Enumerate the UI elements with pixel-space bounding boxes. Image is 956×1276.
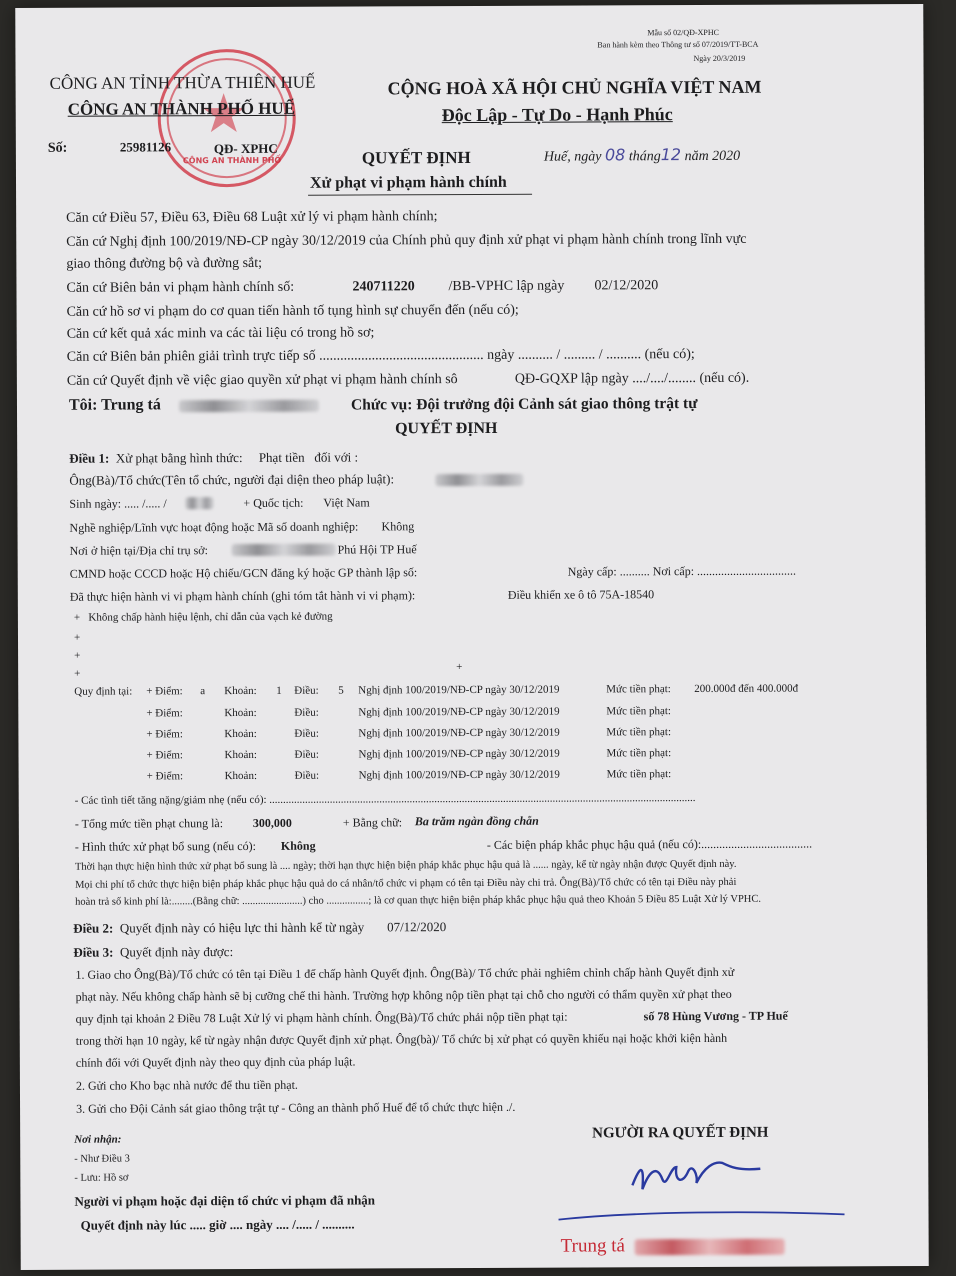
redacted-birth-year	[185, 497, 213, 509]
id-number-label: CMND hoặc CCCD hoặc Hộ chiếu/GCN đăng ký hoặc GP thành lập số:	[69, 565, 418, 581]
subtitle-underline	[308, 194, 532, 196]
violation-item-1-text: Không chấp hành hiệu lệnh, chỉ dẫn của vạch kẻ đường	[88, 610, 333, 624]
regulation-muc: Mức tiền phạt:	[606, 726, 672, 739]
decision-document	[15, 4, 928, 1270]
note-line2: Mọi chi phí tổ chức thực hiện biện pháp khắc phục hậu quả do cá nhân/tổ chức vi phạm có tên tại Điều này chi trả. Ông(Bà)/Tổ chức có tên tại Điều này phải	[75, 876, 737, 891]
article3-row	[73, 944, 233, 961]
redacted-violator-name	[435, 474, 523, 486]
regulation-muc-val: 200.000đ đến 400.000đ	[694, 682, 799, 696]
regulation-nd: Nghị định 100/2019/NĐ-CP ngày 30/12/2019	[358, 726, 560, 740]
regulation-diem: + Điểm:	[146, 685, 183, 698]
preamble-line1: Căn cứ Điều 57, Điều 63, Điều 68 Luật xử lý vi phạm hành chính;	[66, 209, 438, 226]
violation-label: Đã thực hiện hành vi vi phạm hành chính (ghi tóm tắt hành vi vi phạm):	[69, 588, 416, 604]
month-value: 12	[660, 145, 682, 165]
regulation-khoan: Khoản:	[224, 727, 257, 741]
record-number: 240711220	[352, 279, 415, 295]
article2-text: Quyết định này có hiệu lực thi hành kể từ ngày	[119, 919, 365, 936]
so-number: 25981126	[119, 139, 172, 155]
additional-penalty-label: - Hình thức xử phạt bổ sung (nếu có):	[74, 838, 256, 854]
article3-p1e: chính đối với Quyết định này theo quy định của pháp luật.	[75, 1054, 356, 1070]
article1-row	[69, 449, 358, 466]
recipients-label: Nơi nhận:	[74, 1133, 122, 1146]
circumstances-line: - Các tình tiết tăng nặng/giảm nhẹ (nếu có): ...........................................................................................................................................................	[74, 792, 696, 807]
issue-date-place: Ngày cấp: .......... Nơi cấp: .................................	[567, 563, 797, 579]
recipient-1: - Như Điều 3	[74, 1153, 130, 1165]
article3-p1a: 1. Giao cho Ông(Bà)/Tổ chức có tên tại Điều 1 để chấp hành Quyết định. Ông(Bà)/ Tổ chức phải nghiêm chỉnh chấp hành Quyết định xử	[75, 964, 735, 982]
received-line1: Người vi phạm hoặc đại diện tổ chức vi phạm đã nhận	[74, 1192, 376, 1209]
motto: Độc Lập - Tự Do - Hạnh Phúc	[441, 104, 673, 126]
plus-mark: +	[74, 667, 81, 680]
regulation-muc: Mức tiền phạt:	[606, 705, 671, 718]
sub-agency-name: CÔNG AN THÀNH PHỐ HUẾ	[67, 98, 296, 119]
article3-p1d: trong thời hạn 10 ngày, kể từ ngày nhận được Quyết định xử phạt. Ông(bà)/ Tổ chức bị xử phạt có quyền khiếu nại hoặc khởi kiện hành	[75, 1030, 728, 1048]
decision-heading: QUYẾT ĐỊNH	[395, 419, 498, 438]
plus-mark: +	[73, 631, 81, 644]
year-label: năm 2020	[684, 148, 741, 165]
payment-place: số 78 Hùng Vương - TP Huế	[643, 1008, 788, 1024]
regulation-muc: Mức tiền phạt:	[606, 747, 672, 760]
regulation-diem: + Điểm:	[146, 770, 184, 783]
month-label: tháng	[628, 149, 661, 165]
regulation-label: Quy định tại:	[74, 685, 133, 698]
preamble-line2b: giao thông đường bộ và đường sắt;	[66, 255, 263, 272]
regulation-muc: Mức tiền phạt:	[606, 683, 671, 696]
decision-title: QUYẾT ĐỊNH	[361, 148, 471, 168]
regulation-diem-val: a	[200, 685, 206, 698]
article2-row	[73, 919, 446, 937]
regulation-khoan: Khoản:	[224, 684, 257, 698]
redacted-address	[232, 544, 336, 556]
recipient-2: - Lưu: Hồ sơ	[74, 1172, 129, 1184]
article3-p1b: phạt này. Nếu không chấp hành sẽ bị cưỡng chế thi hành. Trường hợp không nộp tiền phạt tại chỗ cho người có thẩm quyền xử phạt theo	[75, 986, 732, 1004]
article3-p2: 2. Gửi cho Kho bạc nhà nước để thu tiền phạt.	[75, 1077, 298, 1093]
regulation-diem: + Điểm:	[146, 749, 183, 762]
record-date: 02/12/2020	[594, 278, 659, 294]
seal-text: CÔNG AN THÀNH PHỐ	[182, 155, 282, 166]
remedial-measures: - Các biện pháp khắc phục hậu quả (nếu có):.....................................	[486, 836, 813, 852]
plus-mark: +	[456, 661, 463, 674]
note-line1: Thời hạn thực hiện hình thức xử phạt bổ sung là .... ngày; thời hạn thực hiện biện pháp khắc phục hậu quả là ...... ngày, kể từ ngày nhận được Quyết định này.	[74, 858, 737, 873]
nationality-label: + Quốc tịch:	[243, 495, 304, 510]
regulation-dieu-val: 5	[338, 684, 344, 697]
regulation-khoan-val: 1	[276, 684, 282, 697]
decision-subtitle: Xử phạt vi phạm hành chính	[309, 173, 507, 192]
note-line3: hoàn trả số kinh phí là:........(Bằng chữ: .......................) cho ................; là cơ quan thực hiện biện pháp khắc phục hậu quả theo Khoản 5 Điều 85 Luật Xử lý VPHC.	[75, 893, 762, 908]
regulation-dieu: Điều:	[294, 727, 319, 740]
regulation-khoan: Khoản:	[224, 769, 258, 783]
birth-date-label: Sinh ngày: ..... /..... /	[69, 496, 167, 511]
article3-p3: 3. Gửi cho Đội Cảnh sát giao thông trật tự - Công an thành phố Huế để tổ chức thực hiện ./.	[76, 1099, 516, 1116]
signer-title: NGƯỜI RA QUYẾT ĐỊNH	[592, 1124, 769, 1142]
place-date-prefix: Huế, ngày	[543, 149, 602, 165]
occupation-label: Nghề nghiệp/Lĩnh vực hoạt động hoặc Mã số doanh nghiệp:	[69, 519, 359, 535]
country-name: CỘNG HOÀ XÃ HỘI CHỦ NGHĨA VIỆT NAM	[387, 76, 762, 99]
effective-date: 07/12/2020	[387, 919, 447, 935]
preamble-line2a: Căn cứ Nghị định 100/2019/NĐ-CP ngày 30/12/2019 của Chính phủ quy định xử phạt vi phạm hành chính trong lĩnh vực	[66, 231, 747, 250]
place-date	[544, 145, 740, 166]
regulation-nd: Nghị định 100/2019/NĐ-CP ngày 30/12/2019	[358, 768, 560, 782]
preamble-line6: Căn cứ Biên bản phiên giải trình trực tiếp số ............................................... ngày .......... / ......... / .......... (nếu có);	[66, 347, 695, 365]
violation-vehicle: Điều khiển xe ô tô 75A-18540	[507, 587, 655, 602]
regulation-khoan: Khoản:	[224, 706, 257, 720]
officer-position: Chức vụ: Đội trưởng đội Cảnh sát giao thông trật tự	[350, 395, 698, 414]
redacted-officer-name	[179, 400, 319, 413]
regulation-diem: + Điểm:	[146, 707, 183, 720]
article3-p1c: quy định tại khoản 2 Điều 78 Luật Xử lý vi phạm hành chính. Ông(Bà)/Tổ chức phải nộp tiền phạt tại:	[75, 1009, 568, 1026]
doi-voi: đối với :	[314, 449, 359, 465]
preamble-line5: Căn cứ kết quả xác minh va các tài liệu có trong hồ sơ;	[66, 325, 375, 342]
regulation-dieu: Điều:	[294, 684, 319, 697]
signer-rank: Trung tá	[560, 1235, 625, 1257]
occupation-value: Không	[381, 519, 415, 534]
total-fine-value: 300,000	[252, 815, 292, 830]
regulation-dieu: Điều:	[294, 748, 319, 761]
redacted-signer-name	[635, 1239, 785, 1256]
officer-rank-label: Tôi: Trung tá	[68, 396, 161, 414]
preamble-line4: Căn cứ hồ sơ vi phạm do cơ quan tiến hành tố tụng hình sự chuyển đến (nếu có);	[66, 302, 519, 320]
signature-underline	[556, 1208, 846, 1223]
violator-name-label: Ông(Bà)/Tổ chức(Tên tổ chức, người đại diện theo pháp luật):	[69, 471, 395, 488]
plus-mark: +	[73, 611, 81, 624]
regulation-nd: Nghị định 100/2019/NĐ-CP ngày 30/12/2019	[358, 747, 560, 761]
address-label: Nơi ở hiện tại/Địa chỉ trụ sở:	[69, 543, 209, 558]
in-words-label: + Bằng chữ:	[342, 815, 403, 830]
nationality-value: Việt Nam	[323, 495, 370, 510]
received-line2: Quyết định này lúc ..... giờ .... ngày .... /..... / ..........	[80, 1216, 355, 1233]
article3-label: Điều 3:	[73, 944, 114, 960]
signature	[626, 1145, 786, 1210]
regulation-khoan: Khoản:	[224, 748, 257, 762]
record-suffix: /BB-VPHC lập ngày	[448, 278, 565, 295]
regulation-dieu: Điều:	[294, 769, 320, 782]
so-label: Số:	[47, 140, 68, 156]
preamble-line7b: QĐ-GQXP lập ngày ..../..../........ (nếu có).	[514, 370, 750, 387]
penalty-type: Phạt tiền	[258, 449, 305, 465]
regulation-dieu: Điều:	[294, 706, 319, 719]
day-value: 08	[604, 145, 626, 165]
article3-text: Quyết định này được:	[119, 944, 234, 960]
violation-item-1	[74, 611, 333, 624]
so-suffix: QĐ- XPHC	[213, 140, 278, 157]
total-fine-label: - Tổng mức tiền phạt chung là:	[74, 816, 224, 831]
form-note-line1: Mẫu số 02/QĐ-XPHC	[647, 27, 719, 38]
preamble-line3-label: Căn cứ Biên bản vi phạm hành chính số:	[66, 279, 295, 296]
in-words-value: Ba trăm ngàn đồng chẵn	[414, 813, 539, 829]
article2-label: Điều 2:	[73, 920, 114, 936]
regulation-nd: Nghị định 100/2019/NĐ-CP ngày 30/12/2019	[358, 683, 560, 697]
agency-name: CÔNG AN TỈNH THỪA THIÊN HUẾ	[49, 72, 316, 93]
regulation-nd: Nghị định 100/2019/NĐ-CP ngày 30/12/2019	[358, 705, 560, 719]
article1-label: Điều 1:	[69, 450, 110, 466]
plus-mark: +	[74, 649, 81, 662]
form-note-line3: Ngày 20/3/2019	[693, 53, 746, 64]
regulation-muc: Mức tiền phạt:	[606, 768, 672, 781]
regulation-diem: + Điểm:	[146, 728, 183, 741]
additional-penalty-value: Không	[280, 838, 316, 853]
address-value: Phú Hội TP Huế	[337, 542, 417, 557]
article1-text: Xử phạt bằng hình thức:	[115, 449, 243, 466]
form-note-line2: Ban hành kèm theo Thông tư số 07/2019/TT-BCA	[597, 39, 759, 50]
preamble-line7a: Căn cứ Quyết định về việc giao quyền xử phạt vi phạm hành chính sô	[66, 372, 458, 389]
